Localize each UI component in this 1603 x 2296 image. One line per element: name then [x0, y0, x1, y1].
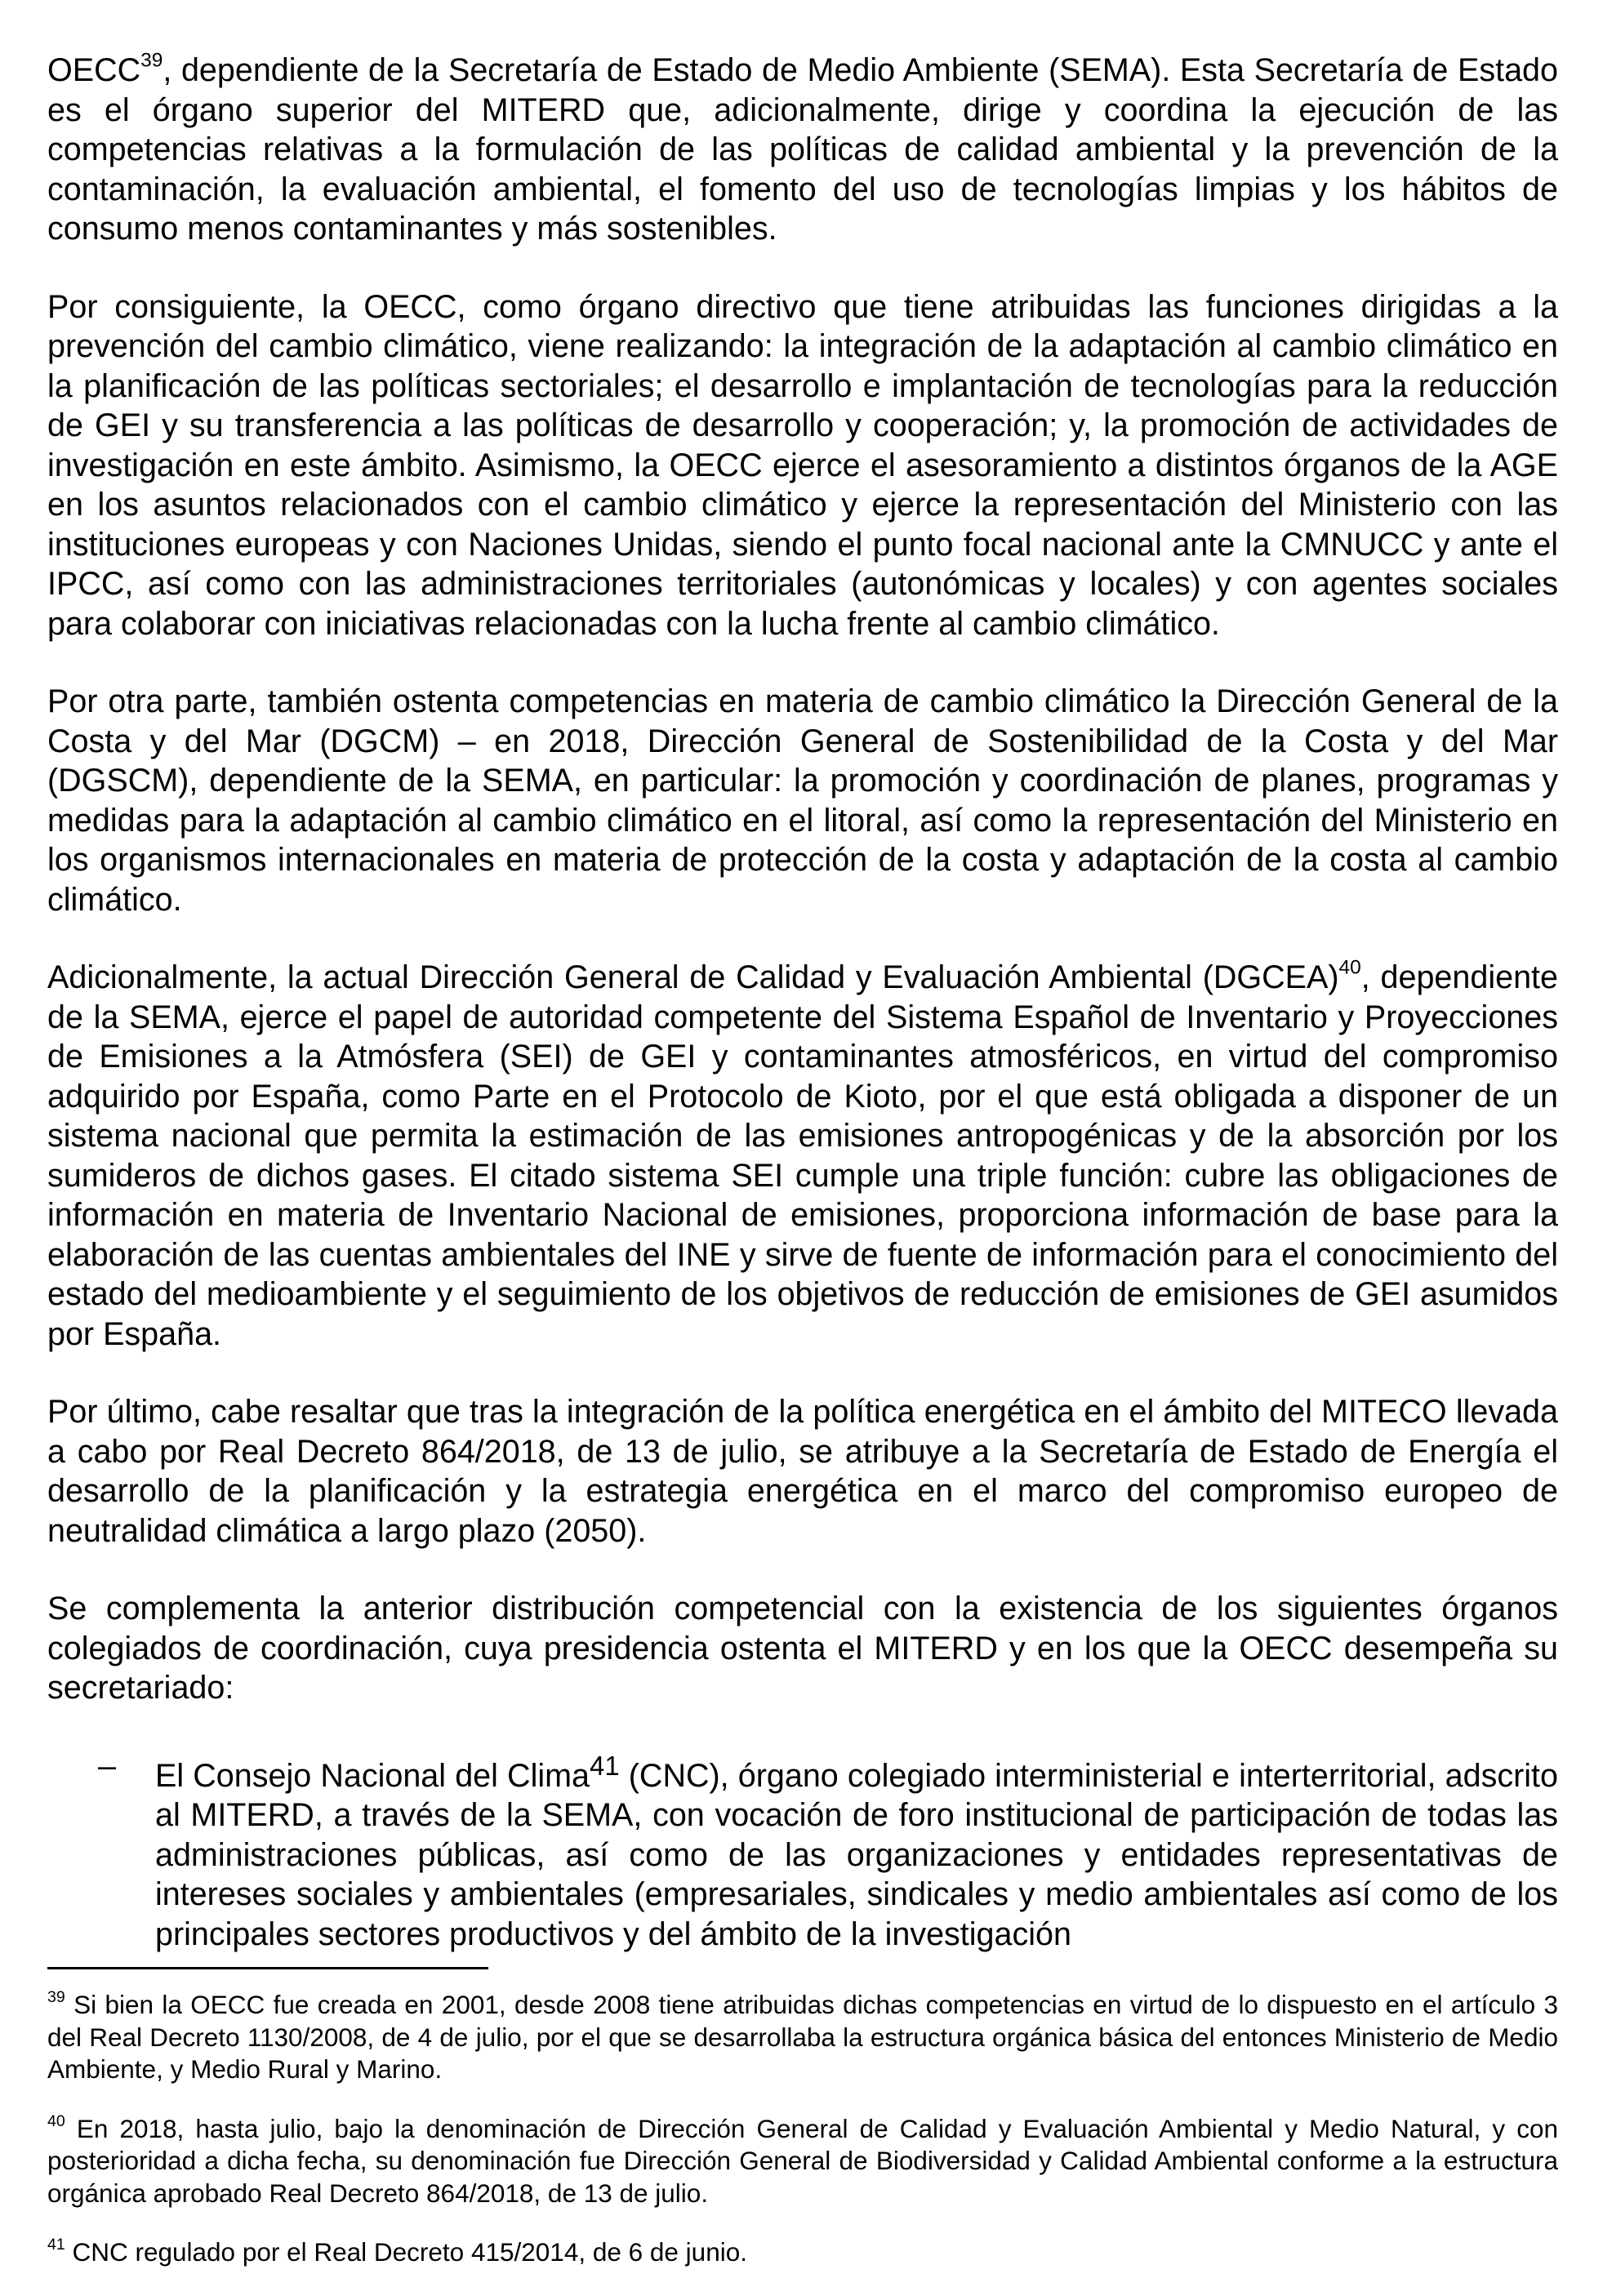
footnote-number: 39 [47, 1987, 65, 2006]
footnote-number: 40 [47, 2111, 65, 2130]
paragraph-energia: Por último, cabe resaltar que tras la integración de la política energética en el ámbito del MITECO llevada a cabo por Real Decreto 864/2018, de 13 de julio, se atribuye a la Secretaría de Estado de Energía el desarrollo de la planificación y la estrategia energética en el marco del compromiso europeo de neutralidad climática a largo plazo (2050). [47, 1394, 1558, 1549]
footnote-separator [47, 1967, 488, 1969]
footnote-40 [47, 2113, 1558, 2210]
footnote-ref-40[interactable]: 40 [1338, 956, 1361, 979]
footnote-text: CNC regulado por el Real Decreto 415/2014, de 6 de junio. [65, 2237, 747, 2267]
paragraph-lead: OECC [47, 52, 141, 88]
paragraph-organos-colegiados: Se complementa la anterior distribución competencial con la existencia de los siguientes órganos colegiados de coordinación, cuya presidencia ostenta el MITERD y en los que la OECC desempeña su secretariado: [47, 1591, 1558, 1706]
footnote-number: 41 [47, 2235, 65, 2254]
paragraph-text: , dependiente de la SEMA, ejerce el papel de autoridad competente del Sistema Español de Inventario y Proyecciones de Emisiones a la Atmósfera (SEI) de GEI y contaminantes atmosféricos, en virtud del compromiso adquirido por España, como Parte en el Protocolo de Kioto, por el que está obligada a disponer de un sistema nacional que permita la estimación de las emisiones antropogénicas y de la absorción por los sumideros de dichos gases. El citado sistema SEI cumple una triple función: cubre las obligaciones de información en materia de Inventario Nacional de emisiones, proporciona información de base para la elaboración de las cuentas ambientales del INE y sirve de fuente de información para el conocimiento del estado del medioambiente y el seguimiento de los objetivos de reducción de emisiones de GEI asumidos por España. [47, 959, 1558, 1352]
paragraph-dgcea [47, 958, 1558, 1354]
list-item-lead: El Consejo Nacional del Clima [155, 1757, 590, 1794]
paragraph-lead: Adicionalmente, la actual Dirección General de Calidad y Evaluación Ambiental (DGCEA) [47, 959, 1339, 995]
footnote-ref-41[interactable]: 41 [590, 1750, 620, 1781]
footnote-39 [47, 1989, 1558, 2086]
document-body [47, 51, 1558, 1954]
paragraph-dgcm: Por otra parte, también ostenta competencias en materia de cambio climático la Dirección General de la Costa y del Mar (DGCM) – en 2018, Dirección General de Sostenibilidad de la Costa y del Mar (DGSCM), dependiente de la SEMA, en particular: la promoción y coordinación de planes, programas y medidas para la adaptación al cambio climático en el litoral, así como la representación del Ministerio en los organismos internacionales en materia de protección de la costa y adaptación de la costa al cambio climático. [47, 683, 1558, 918]
footnote-41 [47, 2236, 1558, 2269]
list-item-text: (CNC), órgano colegiado interministerial e interterritorial, adscrito al MITERD, a través de la SEMA, con vocación de foro institucional de participación de todas las administraciones públicas, así como de las organizaciones y entidades representativas de intereses sociales y ambientales (empresariales, sindicales y medio ambientales así como de los principales sectores productivos y del ámbito de la investigación [155, 1757, 1558, 1952]
list-dash: – [98, 1747, 116, 1784]
list-item-cnc [47, 1746, 1558, 1955]
footnotes [47, 1989, 1558, 2296]
footnote-text: Si bien la OECC fue creada en 2001, desde 2008 tiene atribuidas dichas competencias en virtud de lo dispuesto en el artículo 3 del Real Decreto 1130/2008, de 4 de julio, por el que se desarrollaba la estructura orgánica básica del entonces Ministerio de Medio Ambiente, y Medio Rural y Marino. [47, 1990, 1558, 2084]
paragraph-oecc-functions: Por consiguiente, la OECC, como órgano directivo que tiene atribuidas las funciones dirigidas a la prevención del cambio climático, viene realizando: la integración de la adaptación al cambio climático en la planificación de las políticas sectoriales; el desarrollo e implantación de tecnologías para la reducción de GEI y su transferencia a las políticas de desarrollo y cooperación; y, la promoción de actividades de investigación en este ámbito. Asimismo, la OECC ejerce el asesoramiento a distintos órganos de la AGE en los asuntos relacionados con el cambio climático y ejerce la representación del Ministerio con las instituciones europeas y con Naciones Unidas, siendo el punto focal nacional ante la CMNUCC y ante el IPCC, así como con las administraciones territoriales (autonómicas y locales) y con agentes sociales para colaborar con iniciativas relacionadas con la lucha frente al cambio climático. [47, 288, 1558, 642]
footnote-ref-39[interactable]: 39 [140, 49, 163, 72]
paragraph-sema [47, 51, 1558, 249]
footnote-text: En 2018, hasta julio, bajo la denominación de Dirección General de Calidad y Evaluación Ambiental y Medio Natural, y con posterioridad a dicha fecha, su denominación fue Dirección General de Biodiversidad y Calidad Ambiental conforme a la estructura orgánica aprobado Real Decreto 864/2018, de 13 de julio. [47, 2113, 1558, 2208]
paragraph-text: , dependiente de la Secretaría de Estado de Medio Ambiente (SEMA). Esta Secretaría de Estado es el órgano superior del MITERD que, adicionalmente, dirige y coordina la ejecución de las competencias relativas a la formulación de las políticas de calidad ambiental y la prevención de la contaminación, la evaluación ambiental, el fomento del uso de tecnologías limpias y los hábitos de consumo menos contaminantes y más sostenibles. [47, 52, 1558, 247]
